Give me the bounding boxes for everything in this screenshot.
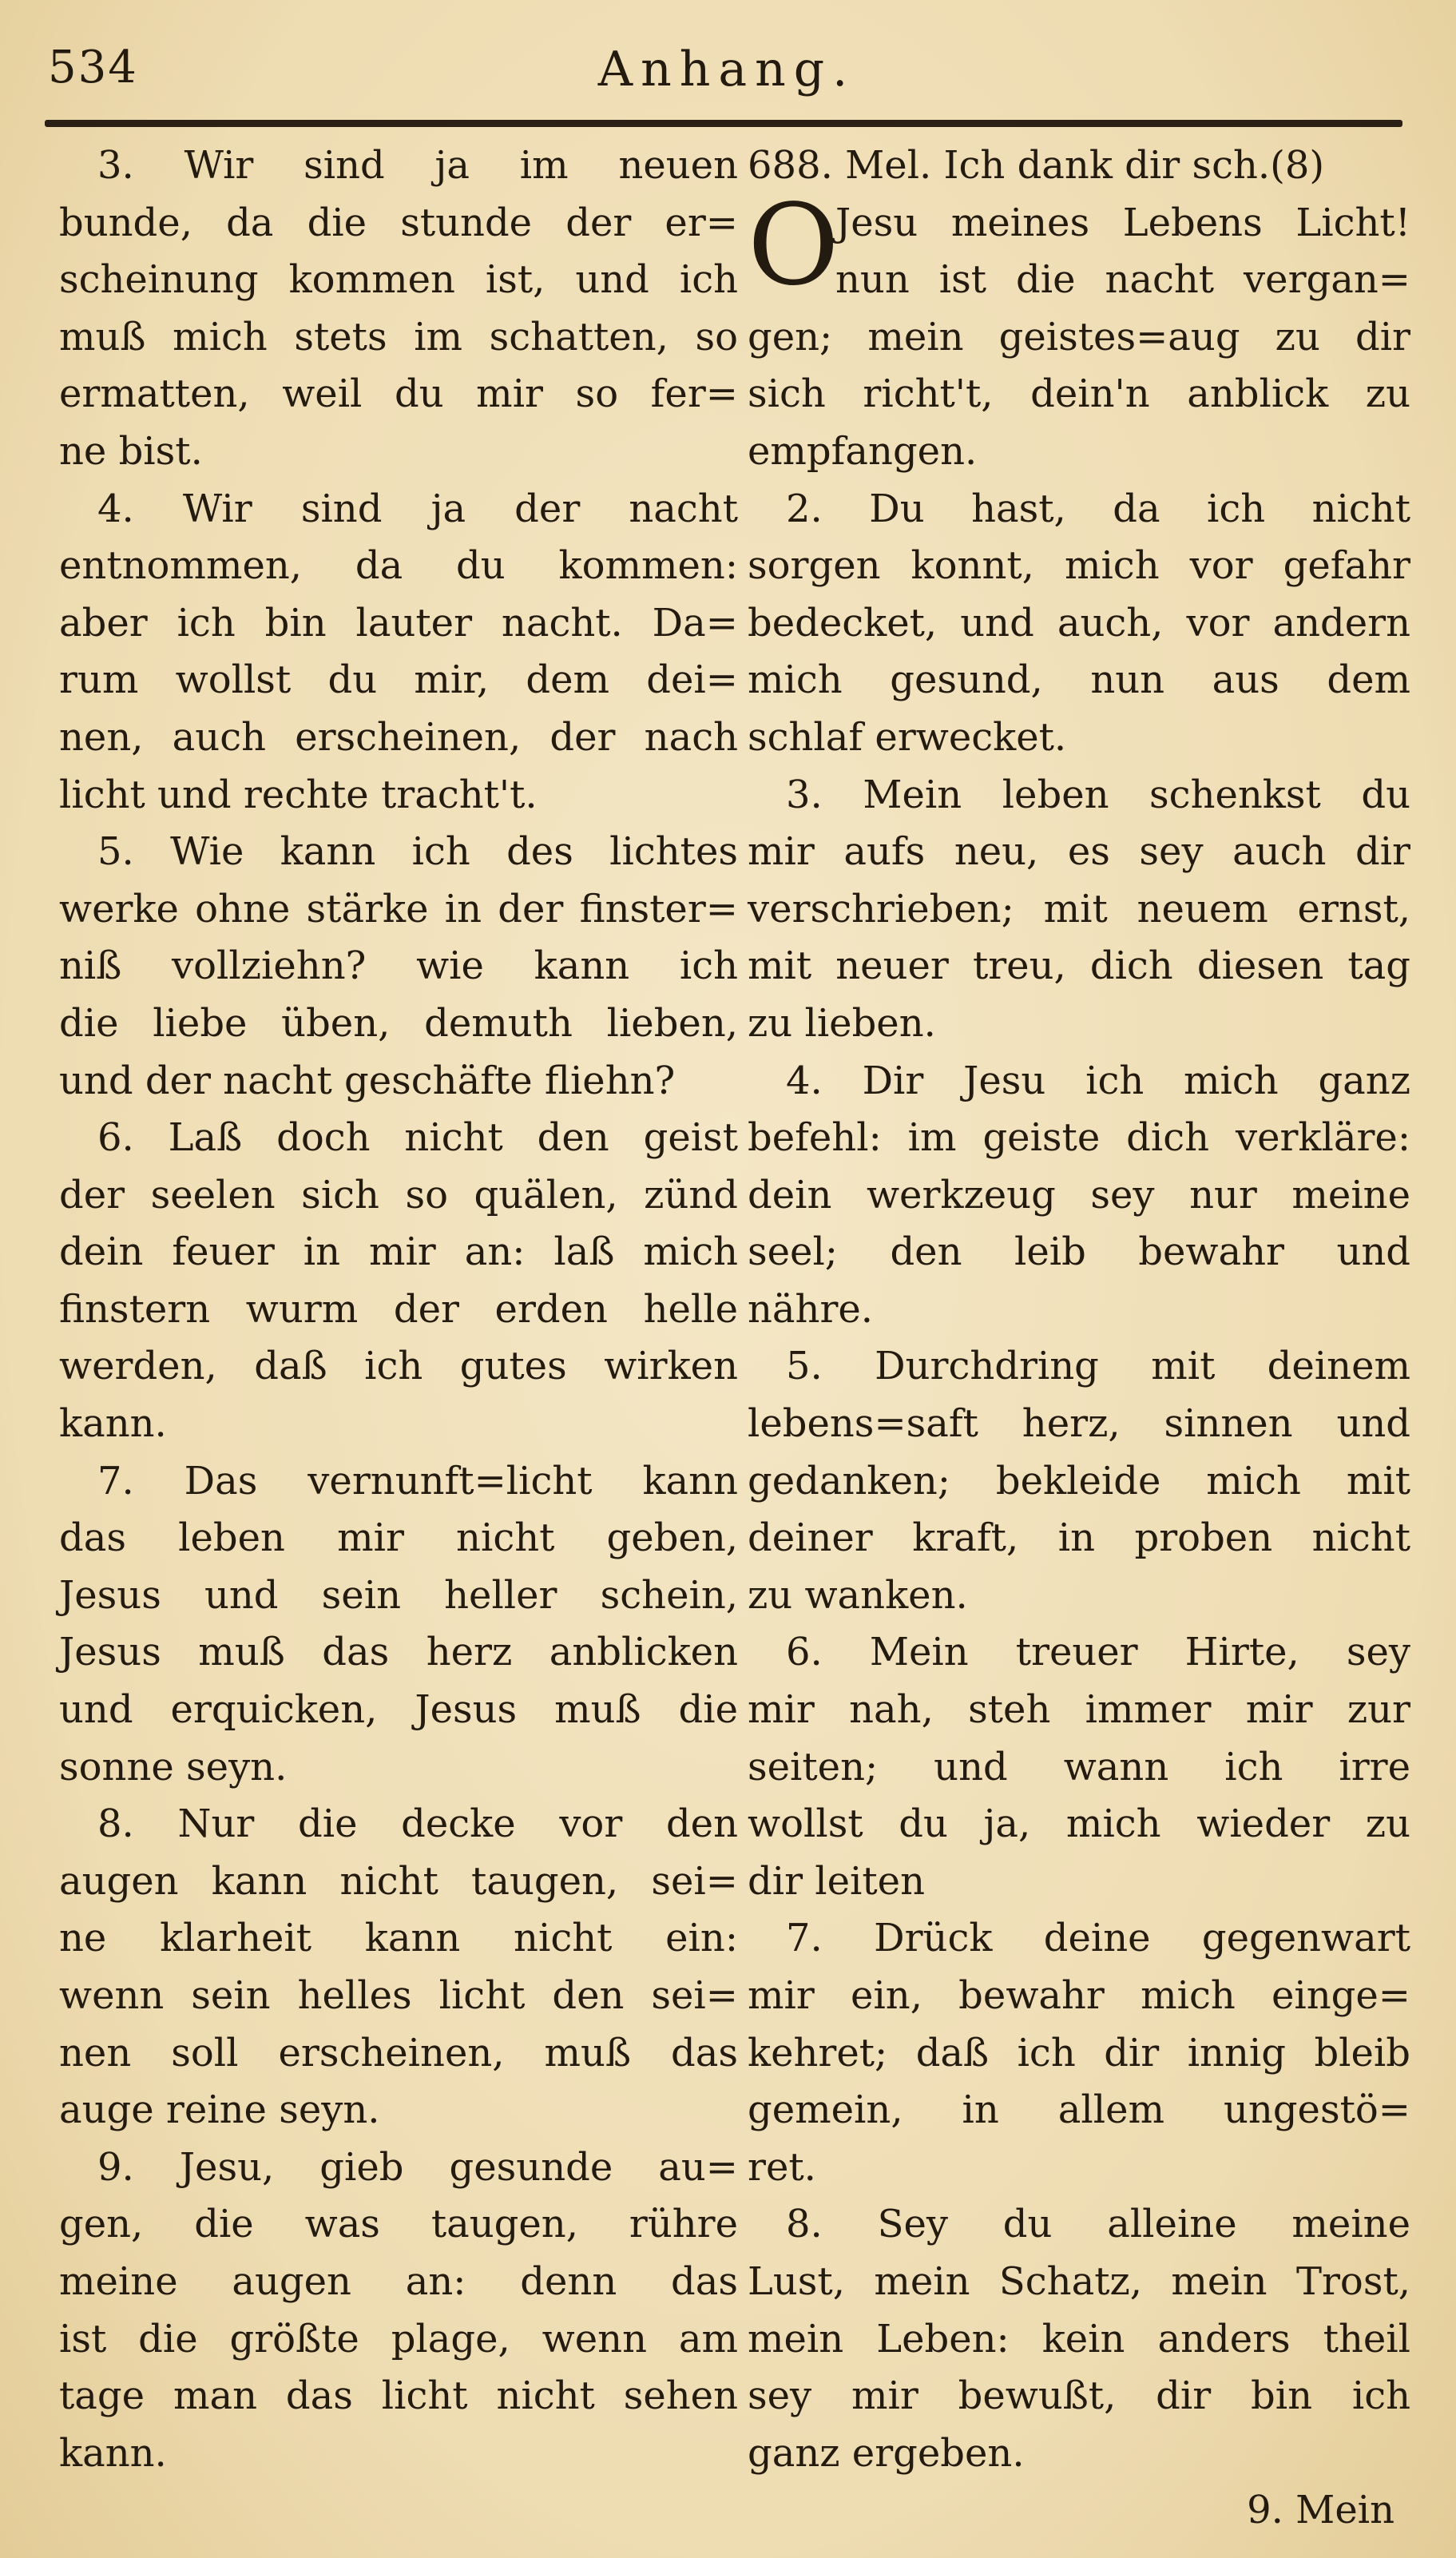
text-line: und der nacht geschäfte fliehn? [59,1058,676,1103]
verse-first-line: 8. Sey du alleine meine [786,2202,1410,2247]
text-line: sey mir bewußt, dir bin ich [748,2373,1410,2419]
text-line: kann. [59,2430,167,2476]
verse-first-line: 3. Mein leben schenkst du [786,772,1410,817]
text-line: der seelen sich so quälen, zünd [59,1172,738,1217]
text-line: mich gesund, nun aus dem [748,657,1410,703]
text-line: nen soll erscheinen, muß das [59,2030,738,2075]
text-line: Lust, mein Schatz, mein Trost, [748,2258,1410,2304]
verse-first-line: 5. Durchdring mit deinem [786,1344,1410,1389]
text-line: mir nah, steh immer mir zur [748,1687,1410,1733]
verse-first-line: 4. Wir sind ja der nacht [97,486,738,531]
text-line: ne klarheit kann nicht ein: [59,1916,738,1961]
text-line: nähre. [748,1286,874,1332]
verse-first-line: 5. Wie kann ich des lichtes [97,829,738,875]
text-line: gemein, in allem ungestö= [748,2087,1410,2133]
verse-first-line: 2. Du hast, da ich nicht [786,486,1410,531]
text-line: Jesu meines Lebens Licht! [835,200,1410,245]
text-line: deiner kraft, in proben nicht [748,1515,1410,1561]
text-line: aber ich bin lauter nacht. Da= [59,600,738,645]
text-line: wollst du ja, mich wieder zu [748,1801,1410,1847]
text-line: mit neuer treu, dich diesen tag [748,943,1410,989]
page-number: 534 [48,42,138,93]
right-column [748,137,1410,2540]
text-line: ret. [748,2144,816,2190]
text-line: dein werkzeug sey nur meine [748,1172,1410,1217]
text-line: befehl: im geiste dich verkläre: [748,1115,1410,1161]
text-line: dir leiten [748,1858,925,1904]
text-line: bedecket, und auch, vor andern [748,600,1410,645]
verse-first-line: 7. Das vernunft=licht kann [97,1458,738,1503]
text-line: auge reine seyn. [59,2087,380,2133]
verse-first-line: 4. Dir Jesu ich mich ganz [786,1058,1410,1103]
text-line: gen, die was taugen, rühre [59,2202,738,2247]
text-line: sorgen konnt, mich vor gefahr [748,543,1410,589]
text-line: nen, auch erscheinen, der nach [59,714,738,760]
text-line: ganz ergeben. [748,2430,1025,2476]
text-line: niß vollziehn? wie kann ich [59,943,738,989]
text-line: schlaf erwecket. [748,714,1067,760]
running-title: Anhang. [597,42,856,97]
text-line: wenn sein helles licht den sei= [59,1973,738,2018]
text-line: verschrieben; mit neuem ernst, [748,886,1410,931]
drop-initial: O [748,180,839,311]
right-column-lines [748,309,1410,2483]
verse-first-line: 9. Jesu, gieb gesunde au= [97,2144,738,2190]
text-line: finstern wurm der erden helle [59,1286,738,1332]
text-line: zu lieben. [748,1000,936,1046]
text-line: empfangen. [748,428,978,474]
text-line: tage man das licht nicht sehen [59,2373,738,2419]
verse-first-line: 6. Laß doch nicht den geist [97,1115,738,1161]
verse-first-line: 3. Wir sind ja im neuen [97,143,738,188]
text-line: mir ein, bewahr mich einge= [748,1973,1410,2018]
text-line: Jesus und sein heller schein, [59,1572,738,1618]
verse-first-line: 8. Nur die decke vor den [97,1801,738,1847]
verse-first-line: 6. Mein treuer Hirte, sey [786,1630,1410,1675]
text-line: gen; mein geistes=aug zu dir [748,314,1410,359]
text-line: bunde, da die stunde der er= [59,200,738,245]
text-line: muß mich stets im schatten, so [59,314,738,359]
text-line: rum wollst du mir, dem dei= [59,657,738,703]
text-line: meine augen an: denn das [59,2258,738,2304]
text-line: zu wanken. [748,1572,968,1618]
left-column [59,137,738,2482]
text-line: ne bist. [59,428,203,474]
text-line: ermatten, weil du mir so fer= [59,371,738,417]
catchword: 9. Mein [1247,2488,1395,2533]
text-line: nun ist die nacht vergan= [835,257,1410,303]
text-line: mein Leben: kein anders theil [748,2316,1410,2361]
hymn-heading: 688. Mel. Ich dank dir sch.(8) [748,143,1325,188]
text-line: gedanken; bekleide mich mit [748,1458,1410,1503]
text-line: das leben mir nicht geben, [59,1515,738,1561]
text-line: entnommen, da du kommen: [59,543,738,589]
text-line: sonne seyn. [59,1744,288,1789]
text-line: und erquicken, Jesus muß die [59,1687,738,1733]
header-rule [45,120,1402,127]
text-line: die liebe üben, demuth lieben, [59,1000,738,1046]
text-line: mir aufs neu, es sey auch dir [748,829,1410,875]
text-line: dein feuer in mir an: laß mich [59,1229,738,1275]
text-line: licht und rechte tracht't. [59,772,538,817]
text-line: werke ohne stärke in der finster= [59,886,738,931]
hymn-opening [748,180,1410,311]
text-line: kehret; daß ich dir innig bleib [748,2030,1410,2075]
text-line: Jesus muß das herz anblicken [59,1630,738,1675]
text-line: augen kann nicht taugen, sei= [59,1858,738,1904]
text-line: seel; den leib bewahr und [748,1229,1410,1275]
verse-first-line: 7. Drück deine gegenwart [786,1916,1410,1961]
text-line: scheinung kommen ist, und ich [59,257,738,303]
text-line: lebens=saft herz, sinnen und [748,1401,1410,1447]
text-line: seiten; und wann ich irre [748,1744,1410,1789]
text-line: ist die größte plage, wenn am [59,2316,738,2361]
text-line: sich richt't, dein'n anblick zu [748,371,1410,417]
text-line: kann. [59,1401,167,1447]
text-line: werden, daß ich gutes wirken [59,1344,738,1389]
